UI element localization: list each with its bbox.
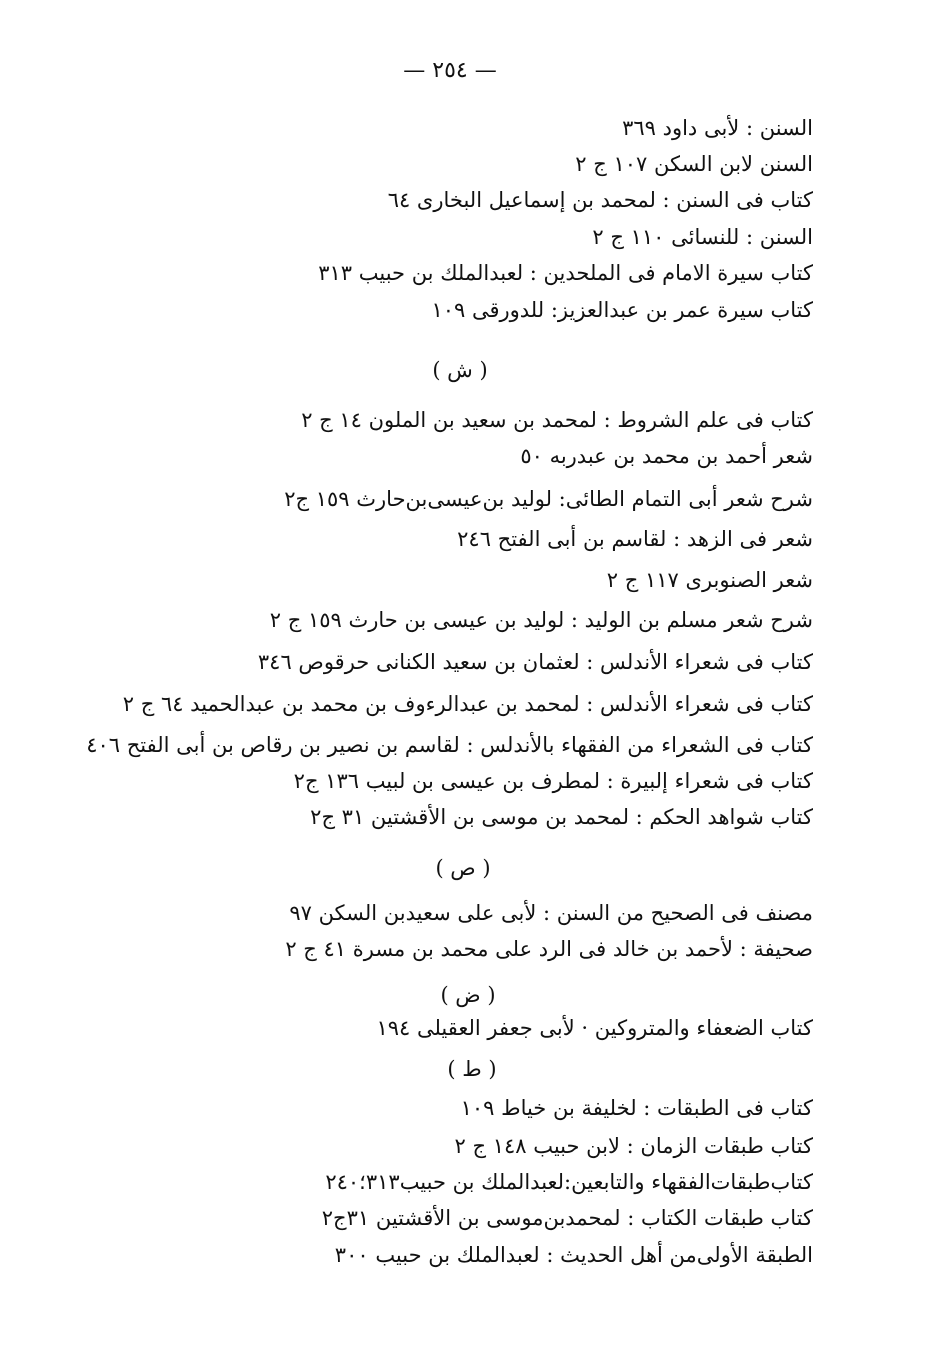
- index-entry: كتاب طبقات الزمان : لابن حبيب ١٤٨ ج ٢: [454, 1134, 813, 1158]
- index-entry: الطبقة الأولى‌من أهل الحديث : لعبدالملك بن حبيب ٣٠٠: [334, 1243, 813, 1267]
- section-heading-dad: ( ض ): [440, 983, 496, 1007]
- section-heading-shin: ( ش ): [432, 358, 488, 382]
- section-heading-ta: ( ط ): [447, 1057, 497, 1081]
- index-entry: كتاب سيرة عمر بن عبدالعزيز: للدورقى ١٠٩: [431, 298, 813, 322]
- index-entry: كتاب طبقات الكتاب : لمحمدبن‌موسى بن الأقشتين ٣١ج٢: [321, 1206, 813, 1230]
- index-entry: مصنف فى الصحيح من السنن : لأبى على سعيدبن السكن ٩٧: [289, 901, 813, 925]
- index-entry: كتاب فى شعراء إلبيرة : لمطرف بن عيسى بن لبيب ١٣٦ ج٢: [293, 769, 813, 793]
- index-entry: شعر فى الزهد : لقاسم بن أبى الفتح ٢٤٦: [457, 527, 813, 551]
- index-entry: شرح شعر مسلم بن الوليد : لوليد بن عيسى بن حارث ١٥٩ ج ٢: [269, 608, 813, 632]
- index-entry: كتاب فى السنن : لمحمد بن إسماعيل البخارى ٦٤: [387, 188, 813, 212]
- section-heading-sad: ( ص ): [435, 856, 491, 880]
- index-entry: كتاب فى شعراء الأندلس : لمحمد بن عبدالرءوف بن محمد بن عبدالحميد ٦٤ ج ٢: [122, 692, 813, 716]
- index-entry: شعر أحمد بن محمد بن عبدربه ٥٠: [520, 444, 813, 468]
- index-entry: شرح شعر أبى التمام الطائى: لوليد بن‌عيسى‌بن‌حارث ١٥٩ ج٢: [284, 487, 813, 511]
- index-entry: كتاب فى علم الشروط : لمحمد بن سعيد بن الملون ١٤ ج ٢: [301, 408, 813, 432]
- index-entry: صحيفة : لأحمد بن خالد فى الرد على محمد بن مسرة ٤١ ج ٢: [285, 937, 813, 961]
- index-entry: كتاب فى الطبقات : لخليفة بن خياط ١٠٩: [460, 1096, 813, 1120]
- page-number: — ٢٥٤ —: [403, 58, 497, 83]
- index-entry: كتاب‌طبقات‌الفقهاء والتابعين:لعبدالملك بن حبيب٣١٣؛٢٤٠: [325, 1170, 813, 1194]
- index-entry: شعر الصنوبرى ١١٧ ج ٢: [606, 568, 813, 592]
- index-entry: السنن : لأبى داود ٣٦٩: [622, 116, 813, 140]
- index-entry: السنن : للنسائى ١١٠ ج ٢: [592, 225, 813, 249]
- index-entry: كتاب الضعفاء والمتروكين · لأبى جعفر العقيلى ١٩٤: [376, 1016, 813, 1040]
- index-entry: كتاب شواهد الحكم : لمحمد بن موسى بن الأقشتين ٣١ ج٢: [310, 805, 813, 829]
- index-entry: كتاب سيرة الامام فى الملحدين : لعبدالملك بن حبيب ٣١٣: [318, 261, 813, 285]
- index-entry: السنن لابن السكن ١٠٧ ج ٢: [575, 152, 813, 176]
- index-entry: كتاب فى شعراء الأندلس : لعثمان بن سعيد الكنانى حرقوص ٣٤٦: [257, 650, 813, 674]
- index-entry: كتاب فى الشعراء من الفقهاء بالأندلس : لقاسم بن نصير بن رقاص بن أبى الفتح ٤٠٦: [86, 733, 813, 757]
